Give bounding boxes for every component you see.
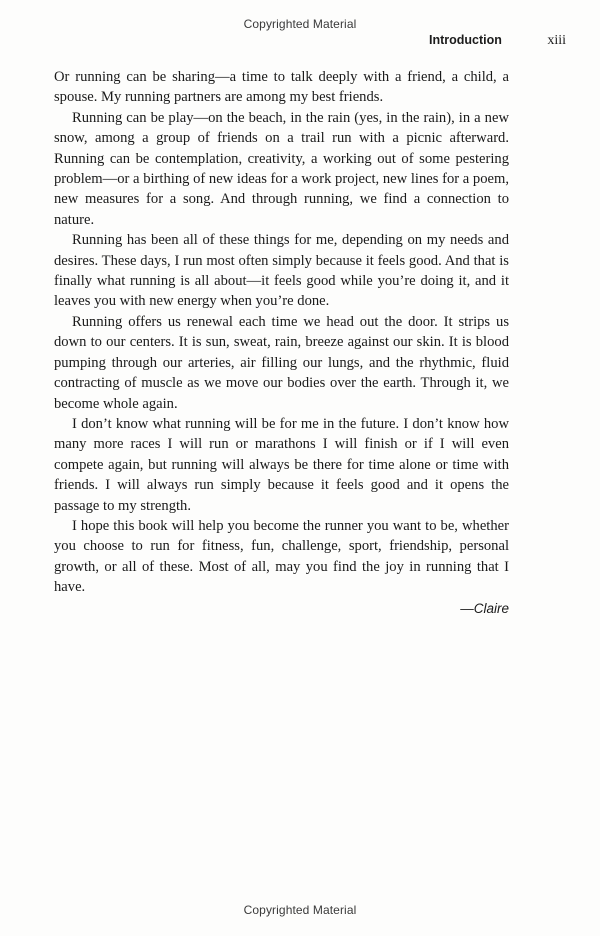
watermark-top: Copyrighted Material [243, 17, 357, 31]
paragraph: Running offers us renewal each time we head out the door. It strips us down to our centers. It is sun, sweat, rain, breeze against our skin. It is blood pumping through our arteries, air filling our lungs, and the rhythmic, fluid contracting of muscle as we move our bodies over the earth. Through it, we become whole again. [54, 313, 509, 412]
body-text [54, 67, 509, 619]
paragraph: Or running can be sharing—a time to talk deeply with a friend, a child, a spouse. My running partners are among my best friends. [54, 69, 509, 106]
watermark-bottom: Copyrighted Material [243, 903, 357, 917]
page-number: xiii [547, 33, 566, 48]
paragraph: Running has been all of these things for me, depending on my needs and desires. These days, I run most often simply because it feels good. And that is finally what running is all about—it feels good while you’re doing it, and it leaves you with new energy when you’re done. [54, 232, 509, 310]
section-title: Introduction [429, 33, 502, 47]
paragraph: I don’t know what running will be for me in the future. I don’t know how many more races I will run or marathons I will finish or if I will even compete again, but running will always be there for time alone or time with friends. I will always run simply because it feels good and it opens the passage to my strength. [54, 415, 509, 514]
paragraph: I hope this book will help you become the runner you want to be, whether you choose to run for fitness, fun, challenge, sport, friendship, personal growth, or all of these. Most of all, may you find the joy in running that I have. [54, 517, 509, 596]
author-signature: —Claire [460, 600, 509, 616]
paragraph: Running can be play—on the beach, in the rain (yes, in the rain), in a new snow, among a group of friends on a trail run with a picnic afterward. Running can be contemplation, creativity, a working out of some pestering problem—or a birthing of new ideas for a work project, new lines for a poem, new measures for a song. And through running, we find a connection to nature. [54, 109, 509, 228]
